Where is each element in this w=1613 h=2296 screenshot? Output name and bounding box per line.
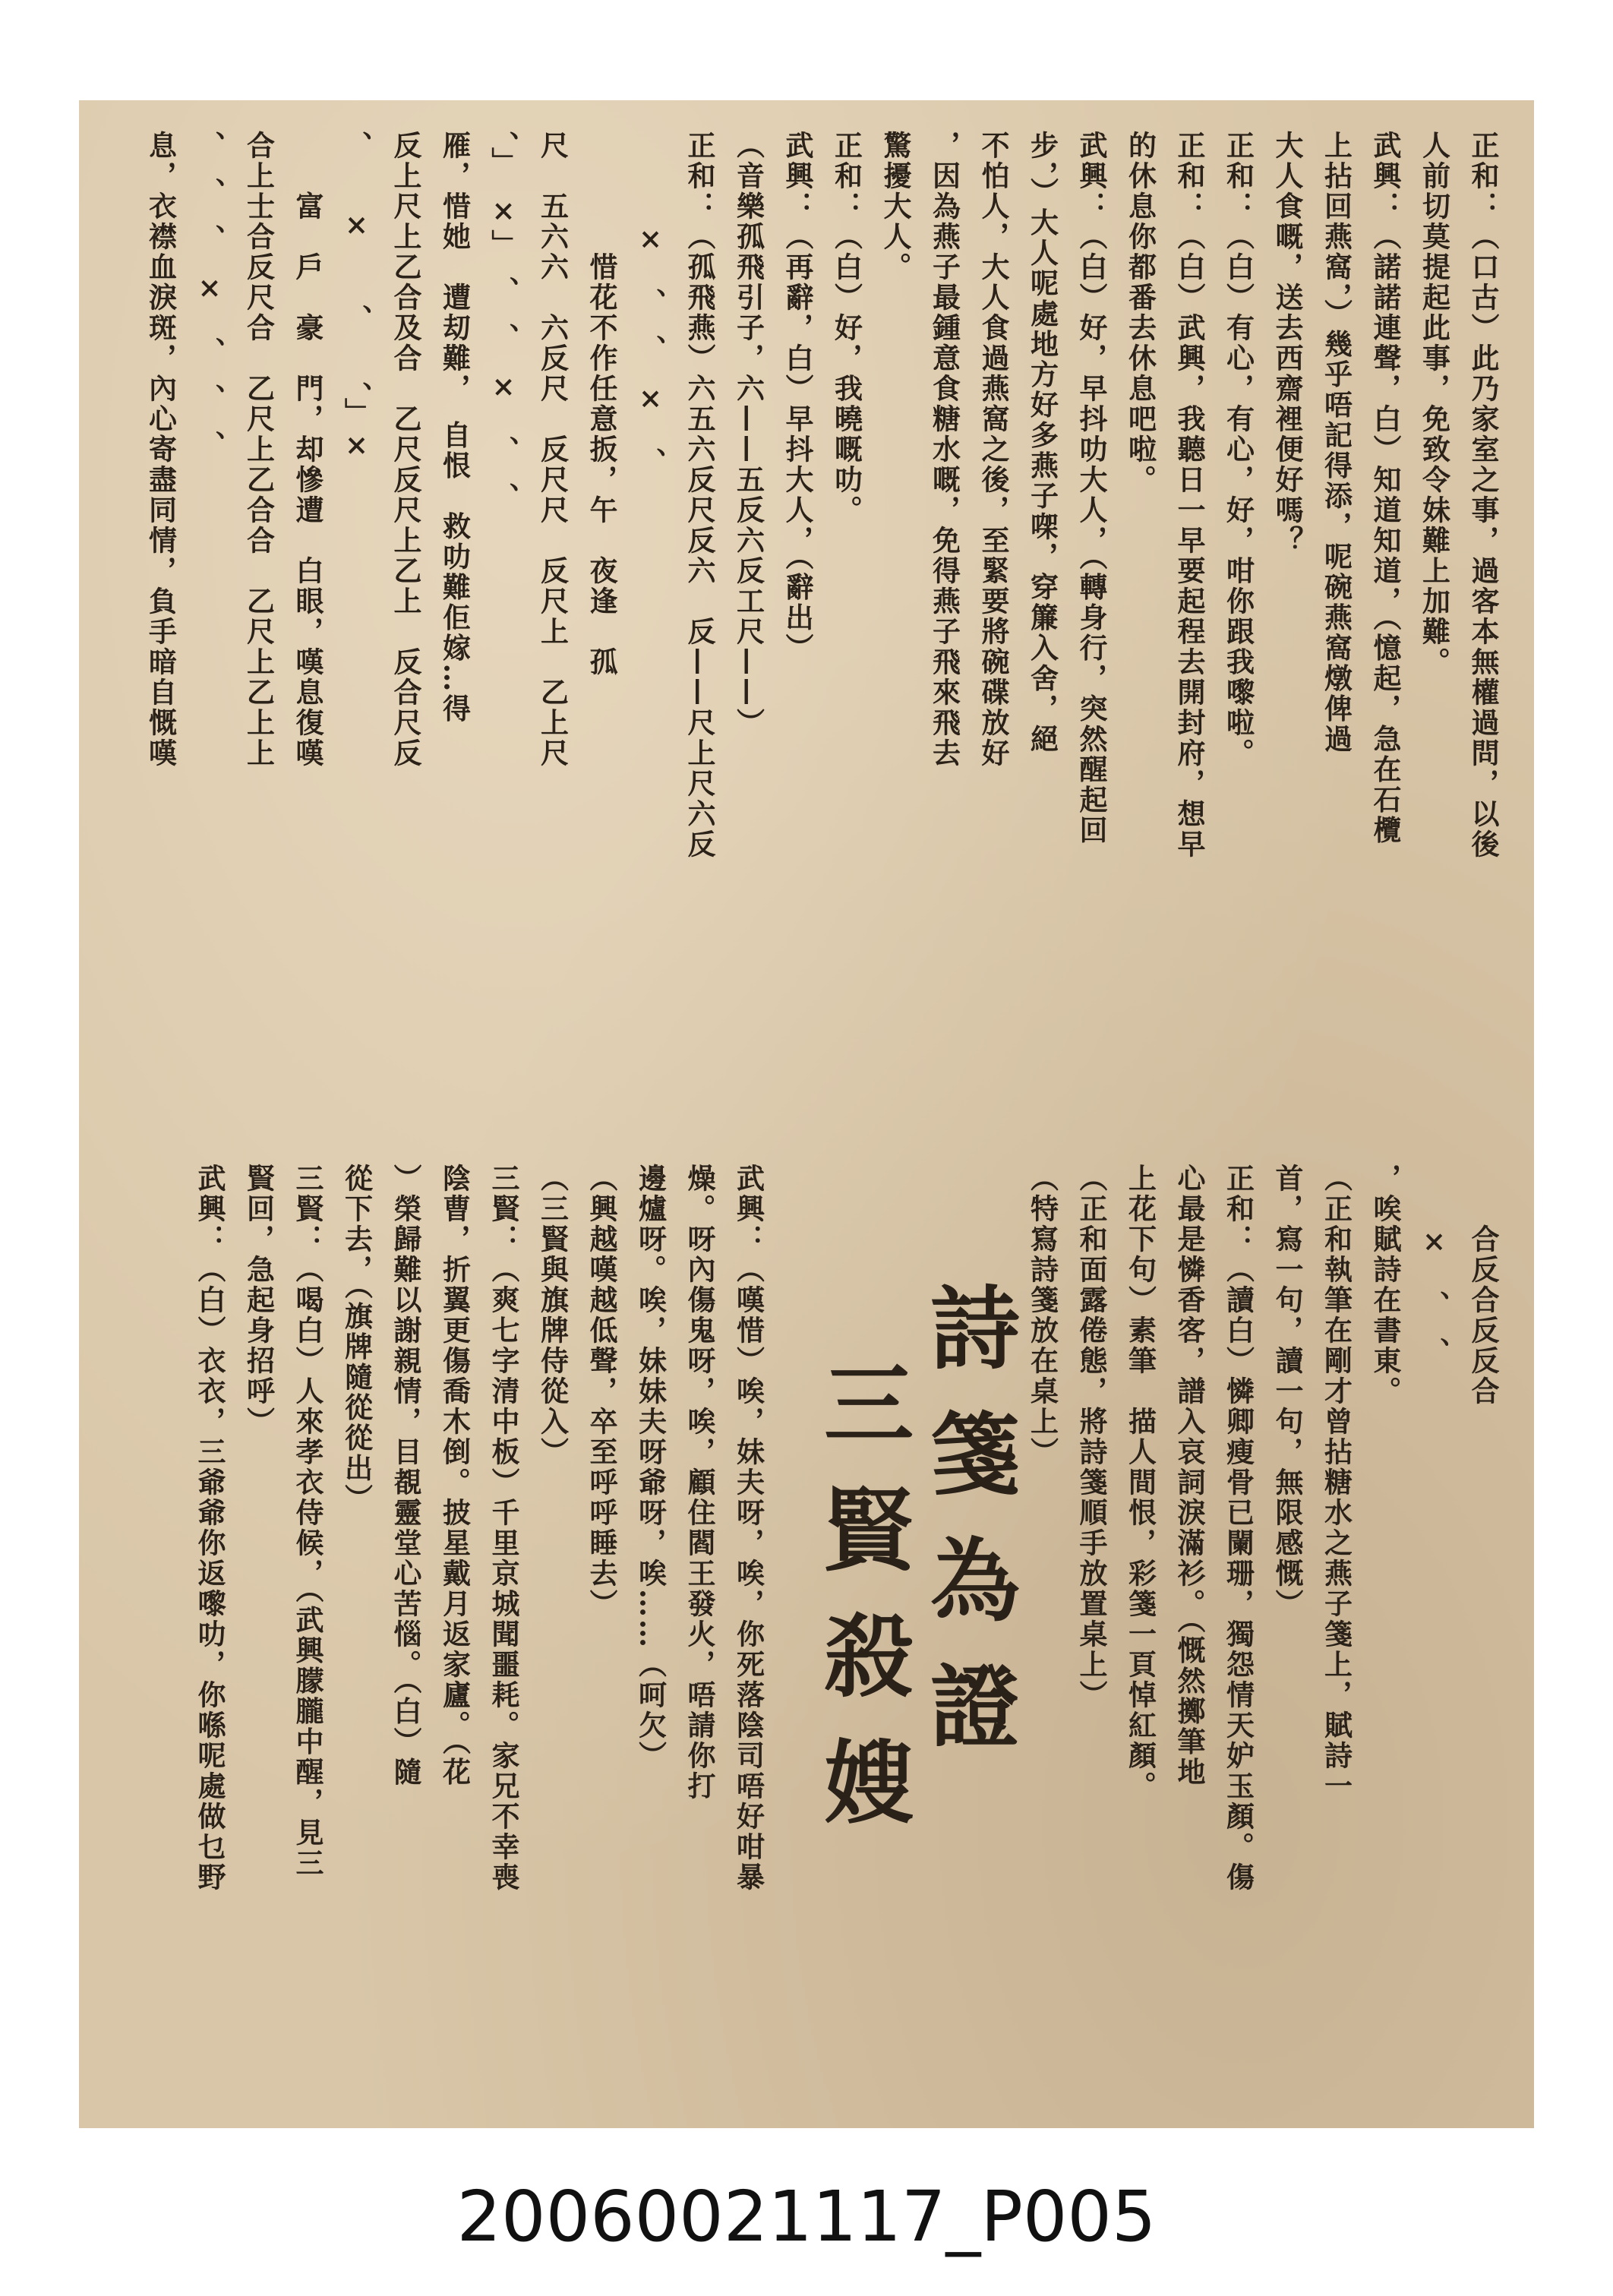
text-column: 武興：（諾諾連聲，白）知道知道，（憶起，急在石欖 [1368,131,1402,846]
text-column: 、 、 、 × 、 、 、 [193,131,226,461]
text-column: 步，）大人呢處地方好多燕子㗎，穿簾入舍，絕 [1025,131,1059,755]
text-column: （興越嘆越低聲，卒至呼呼睡去） [585,1164,618,1619]
text-column: ，唉賦詩在書東。 [1368,1164,1402,1407]
text-column: 首，寫一句，讀一句，無限感慨） [1271,1164,1304,1619]
text-column: 陰曹，折翼更傷喬木倒。披星戴月返家廬。（花 [437,1164,472,1788]
text-column: 武興：（再辭，白）早抖大人，（辭出） [781,131,814,664]
text-column: 武興：（白）衣衣，三爺爺你返嚟叻，你喺呢處做乜野 [193,1164,226,1893]
text-column: × 、 、 × 、 [633,131,668,478]
text-column: × 、 、 [1417,1164,1451,1368]
text-column: 武興：（嘆惜）唉，妹夫呀，唉，你死落陰司唔好咁暴 [731,1164,765,1893]
scanned-page [79,100,1534,2128]
text-column: 武興：（白）好，早抖叻大人，（轉身行，突然醒起回 [1075,131,1108,846]
text-column: 心最是憐香客，譜入哀詞淚滿衫。（慨然擲筆地 [1173,1164,1206,1788]
text-column: 合反合反反合 [1466,1164,1500,1407]
text-column: 正和：（白）有心，有心，好，咁你跟我嚟啦。 [1221,131,1255,769]
text-column: 、」 ×」 、 、 × 、 、 [487,131,520,513]
text-column: 人前切莫提起此事，免致令妹難上加難。 [1417,131,1451,677]
text-column: 三賢：（喝白）人來孝衣侍候，（武興朦朧中醒，見三 [291,1164,324,1879]
text-column: （三賢與旗牌侍從入） [535,1164,570,1467]
text-column: （特寫詩箋放在桌上） [1025,1164,1059,1467]
sub-title: 三賢殺嫂 [809,1357,914,1862]
text-column: 不怕人，大人食過燕窩之後，至緊要將碗碟放好 [977,131,1010,769]
text-column: 上拈回燕窩，）幾乎唔記得添，呢碗燕窩燉俾過 [1319,131,1353,755]
text-column: 富 戶 豪 門，却慘遭 白眼，嘆息復嘆 [291,131,324,769]
text-column: 尺 五六六 六反尺 反尺尺 反尺上 乙上尺 [535,131,570,769]
text-column: 、 × 、 、」× [339,131,374,464]
text-column: 邊爐呀。唉，妹妹夫呀爺呀，唉……（呵欠） [633,1164,668,1771]
main-title: 詩箋為證 [915,1281,1021,1786]
text-column: 正和：（白）好，我曉嘅叻。 [829,131,863,526]
text-column: 正和：（孤飛燕）六五六反尺反六 反——尺上尺六反 [683,131,716,860]
text-column: （正和面露倦態，將詩箋順手放置桌上） [1075,1164,1108,1710]
text-column: （音樂孤飛引子，六——五反六反工尺——） [731,131,765,738]
text-column: 正和：（口古）此乃家室之事，過客本無權過問，以後 [1466,131,1500,860]
text-column: 燥。呀內傷鬼呀，唉，顧住閻王發火，唔請你打 [683,1164,716,1802]
text-column: 驚擾大人。 [879,131,912,283]
text-column: 大人食嘅，送去西齋裡便好嗎？ [1271,131,1304,556]
text-column: 雁，惜她 遭刧難， 自恨 救叻難佢嫁…得 [437,131,472,725]
text-column: 合上士合反尺合 乙尺上乙合合 乙尺上乙上上 [241,131,276,769]
text-column: （正和執筆在剛才曾拈糖水之燕子箋上，賦詩一 [1319,1164,1353,1802]
text-column: ）榮歸難以謝親情，目覩靈堂心苦惱。（白）隨 [389,1164,422,1788]
text-column: 息，衣襟血淚斑，內心寄盡同情，負手暗自慨嘆 [144,131,178,769]
text-column: 三賢：（爽七字清中板）千里京城聞噩耗。家兄不幸喪 [487,1164,520,1893]
text-column: 賢回，急起身招呼） [241,1164,276,1437]
archive-id-caption: 20060021117_P005 [456,2176,1157,2257]
text-column: 的休息你都番去休息吧啦。 [1123,131,1157,495]
text-column: ，因為燕子最鍾意食糖水嘅，免得燕子飛來飛去 [927,131,961,769]
text-column: 正和：（白）武興，我聽日一早要起程去開封府，想早 [1173,131,1206,860]
text-column: 從下去，（旗牌隨從從出） [339,1164,374,1514]
text-column: 正和：（讀白）憐卿瘦骨已闌珊，獨怨情天妒玉顏。傷 [1221,1164,1255,1893]
text-column: 反上尺上乙合及合 乙尺反尺上乙上 反合尺反 [389,131,422,769]
text-column: 惜花不作任意扳，午 夜逢 孤 [585,131,618,677]
text-column: 上花下句）素筆 描人間恨，彩箋一頁悼紅顏。 [1123,1164,1157,1802]
